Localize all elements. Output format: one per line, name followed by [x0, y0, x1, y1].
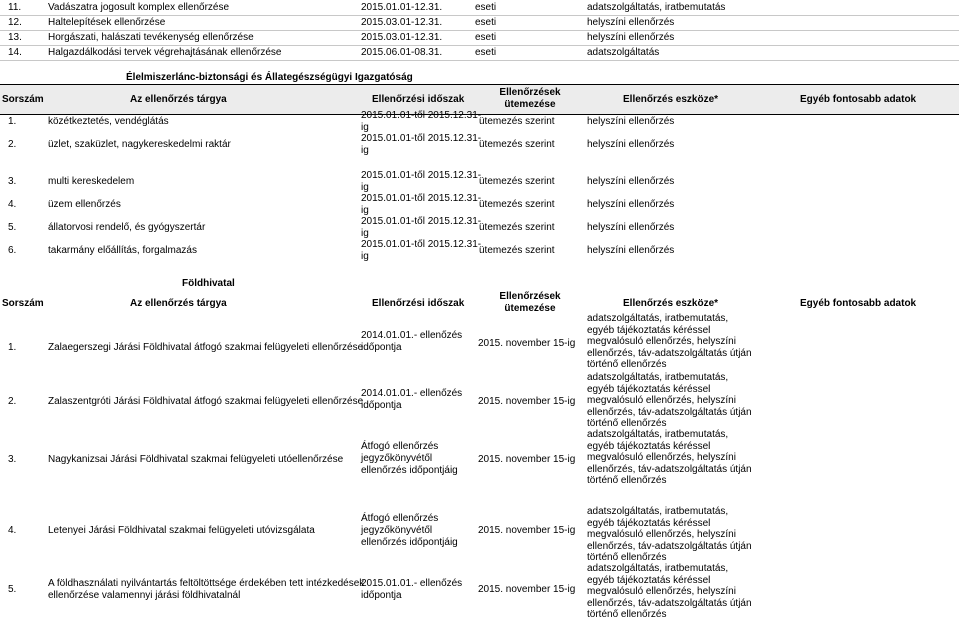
row-period-line2: ig [361, 122, 369, 133]
section-title: Földhivatal [182, 278, 235, 289]
tool-line: megvalósuló ellenőrzés, helyszíni [587, 452, 736, 463]
section-title: Élelmiszerlánc-biztonsági és Állategészségügyi Igazgatóság [126, 72, 413, 83]
tool-line: ellenőrzés, táv-adatszolgáltatás útján [587, 463, 752, 475]
row-tool: helyszíni ellenőrzés [587, 139, 675, 150]
header-number: Sorszám [2, 94, 44, 105]
tool-line: egyéb tájékoztatás kéréssel [587, 517, 711, 529]
header-other: Egyéb fontosabb adatok [800, 94, 917, 105]
row-number: 5. [8, 584, 17, 595]
row-period-line2: ig [361, 205, 369, 216]
row-tool: helyszíni ellenőrzés [587, 222, 675, 233]
row-period-line2: ig [361, 182, 369, 193]
row-schedule: 2015. november 15-ig [478, 396, 576, 407]
row-tool [587, 506, 752, 564]
row-schedule: eseti [475, 2, 497, 13]
row-schedule: 2015. november 15-ig [478, 338, 576, 349]
row-schedule: eseti [475, 17, 497, 28]
tool-line: ellenőrzés, táv-adatszolgáltatás útján [587, 406, 752, 418]
tool-line: egyéb tájékoztatás kéréssel [587, 440, 711, 452]
row-subject-line1: A földhasználati nyilvántartás feltöltöttsége érdekében tett intézkedések [48, 578, 365, 589]
row-schedule: 2015. november 15-ig [478, 584, 576, 595]
tool-line: egyéb tájékoztatás kéréssel [587, 383, 711, 395]
tool-line: történő ellenőrzés [587, 359, 667, 370]
tool-line: történő ellenőrzés [587, 552, 667, 563]
row-number: 1. [8, 342, 17, 353]
row-schedule: eseti [475, 32, 497, 43]
row-tool: helyszíni ellenőrzés [587, 199, 675, 210]
row-number: 11. [8, 2, 22, 13]
row-period-line1: 2014.01.01.- ellenőzés [361, 388, 463, 399]
row-subject: Horgászati, halászati tevékenység ellenőrzése [48, 32, 254, 43]
row-tool: helyszíni ellenőrzés [587, 17, 675, 28]
row-schedule: ütemezés szerint [479, 222, 555, 233]
row-number: 3. [8, 454, 17, 465]
row-period-line1: 2015.01.01-től 2015.12.31- [361, 170, 482, 181]
table-row [0, 15, 959, 31]
row-tool: adatszolgáltatás, iratbemutatás [587, 2, 726, 13]
tool-line: megvalósuló ellenőrzés, helyszíni [587, 395, 736, 406]
row-schedule: 2015. november 15-ig [478, 525, 576, 536]
tool-line: megvalósuló ellenőrzés, helyszíni [587, 586, 736, 597]
header-schedule-line1: Ellenőrzések [499, 87, 561, 98]
header-tool: Ellenőrzés eszköze* [623, 94, 719, 105]
header-period: Ellenőrzési időszak [372, 94, 465, 105]
row-period-line1: 2015.01.01-től 2015.12.31- [361, 110, 482, 121]
tool-line: adatszolgáltatás, iratbemutatás, [587, 429, 729, 440]
row-period-line2: időpontja [361, 590, 402, 601]
row-number: 4. [8, 199, 17, 210]
tool-line: megvalósuló ellenőrzés, helyszíni [587, 529, 736, 540]
tool-line: ellenőrzés, táv-adatszolgáltatás útján [587, 347, 752, 359]
row-tool [587, 429, 752, 487]
row-period-line2: jegyzőkönyvétől [361, 525, 433, 536]
table-row [0, 0, 959, 16]
row-schedule: ütemezés szerint [479, 176, 555, 187]
header-schedule-line2: ütemezése [504, 99, 556, 110]
row-subject: állatorvosi rendelő, és gyógyszertár [48, 222, 206, 233]
row-number: 5. [8, 222, 17, 233]
row-schedule: ütemezés szerint [479, 116, 555, 127]
header-schedule-line1: Ellenőrzések [499, 291, 561, 302]
header-other: Egyéb fontosabb adatok [800, 298, 917, 309]
tool-line: adatszolgáltatás, iratbemutatás, [587, 313, 729, 324]
tool-line: egyéb tájékoztatás kéréssel [587, 324, 711, 336]
row-schedule: ütemezés szerint [479, 139, 555, 150]
row-period-line2: ig [361, 228, 369, 239]
row-period-line2: ig [361, 251, 369, 262]
tool-line: adatszolgáltatás, iratbemutatás, [587, 506, 729, 517]
row-subject: közétkeztetés, vendéglátás [48, 116, 169, 127]
row-number: 2. [8, 396, 17, 407]
row-subject-line2: ellenőrzése valamennyi járási földhivatalnál [48, 590, 241, 601]
row-subject: Zalaszentgróti Járási Földhivatal átfogó szakmai felügyeleti ellenőrzése [48, 396, 364, 407]
row-number: 3. [8, 176, 17, 187]
row-number: 14. [8, 47, 22, 58]
header-schedule-line2: ütemezése [504, 303, 556, 314]
row-period-line2: időpontja [361, 400, 402, 411]
row-number: 1. [8, 116, 17, 127]
tool-line: ellenőrzés, táv-adatszolgáltatás útján [587, 597, 752, 609]
row-period: 2015.06.01-08.31. [361, 47, 443, 58]
row-tool: helyszíni ellenőrzés [587, 245, 675, 256]
header-number: Sorszám [2, 298, 44, 309]
table-row [0, 30, 959, 46]
row-period-line1: Átfogó ellenőrzés [361, 441, 439, 452]
row-period: 2015.01.01-12.31. [361, 2, 443, 13]
tool-line: ellenőrzés, táv-adatszolgáltatás útján [587, 540, 752, 552]
tool-line: adatszolgáltatás, iratbemutatás, [587, 563, 729, 574]
row-subject: üzem ellenőrzés [48, 199, 121, 210]
row-schedule: 2015. november 15-ig [478, 454, 576, 465]
row-period-line1: 2015.01.01-től 2015.12.31- [361, 193, 482, 204]
tool-line: megvalósuló ellenőrzés, helyszíni [587, 336, 736, 347]
row-period-line2: jegyzőkönyvétől [361, 453, 433, 464]
row-period-line1: 2015.01.01.- ellenőzés [361, 578, 463, 589]
row-period-line1: 2015.01.01-től 2015.12.31- [361, 239, 482, 250]
tool-line: történő ellenőrzés [587, 475, 667, 486]
row-period-line1: 2015.01.01-től 2015.12.31- [361, 133, 482, 144]
tool-line: egyéb tájékoztatás kéréssel [587, 574, 711, 586]
row-period-line1: 2014.01.01.- ellenőzés [361, 330, 463, 341]
row-tool: adatszolgáltatás [587, 47, 660, 58]
header-period: Ellenőrzési időszak [372, 298, 465, 309]
row-subject: Halgazdálkodási tervek végrehajtásának ellenőrzése [48, 47, 282, 58]
row-period: 2015.03.01-12.31. [361, 17, 443, 28]
row-subject: Letenyei Járási Földhivatal szakmai felügyeleti utóvizsgálata [48, 525, 315, 536]
row-tool: helyszíni ellenőrzés [587, 176, 675, 187]
row-subject: multi kereskedelem [48, 176, 135, 187]
tool-line: adatszolgáltatás, iratbemutatás, [587, 372, 729, 383]
tool-line: történő ellenőrzés [587, 609, 667, 620]
tool-line: történő ellenőrzés [587, 418, 667, 429]
row-subject: takarmány előállítás, forgalmazás [48, 245, 197, 256]
row-schedule: ütemezés szerint [479, 245, 555, 256]
row-tool [587, 313, 752, 371]
header-tool: Ellenőrzés eszköze* [623, 298, 719, 309]
row-number: 13. [8, 32, 22, 43]
row-period-line1: 2015.01.01-től 2015.12.31- [361, 216, 482, 227]
row-subject: Zalaegerszegi Járási Földhivatal átfogó szakmai felügyeleti ellenőrzése [48, 342, 364, 353]
row-number: 4. [8, 525, 17, 536]
row-period-line3: ellenőrzés időpontjáig [361, 537, 458, 548]
row-period: 2015.03.01-12.31. [361, 32, 443, 43]
header-subject: Az ellenőrzés tárgya [130, 298, 227, 309]
row-tool: helyszíni ellenőrzés [587, 116, 675, 127]
row-period-line2: ig [361, 145, 369, 156]
row-subject: Haltelepítések ellenőrzése [48, 17, 166, 28]
row-schedule: eseti [475, 47, 497, 58]
header-subject: Az ellenőrzés tárgya [130, 94, 227, 105]
row-period-line1: Átfogó ellenőrzés [361, 513, 439, 524]
table-header [0, 289, 959, 318]
row-number: 2. [8, 139, 17, 150]
row-tool [587, 563, 752, 621]
row-tool: helyszíni ellenőrzés [587, 32, 675, 43]
row-subject: Vadászatra jogosult komplex ellenőrzése [48, 2, 230, 13]
row-subject: üzlet, szaküzlet, nagykereskedelmi raktár [48, 139, 231, 150]
row-number: 12. [8, 17, 22, 28]
table-row [0, 45, 959, 61]
row-number: 6. [8, 245, 17, 256]
row-schedule: ütemezés szerint [479, 199, 555, 210]
row-tool [587, 372, 752, 430]
row-period-line2: időpontja [361, 342, 402, 353]
row-subject: Nagykanizsai Járási Földhivatal szakmai felügyeleti utóellenőrzése [48, 454, 344, 465]
row-period-line3: ellenőrzés időpontjáig [361, 465, 458, 476]
